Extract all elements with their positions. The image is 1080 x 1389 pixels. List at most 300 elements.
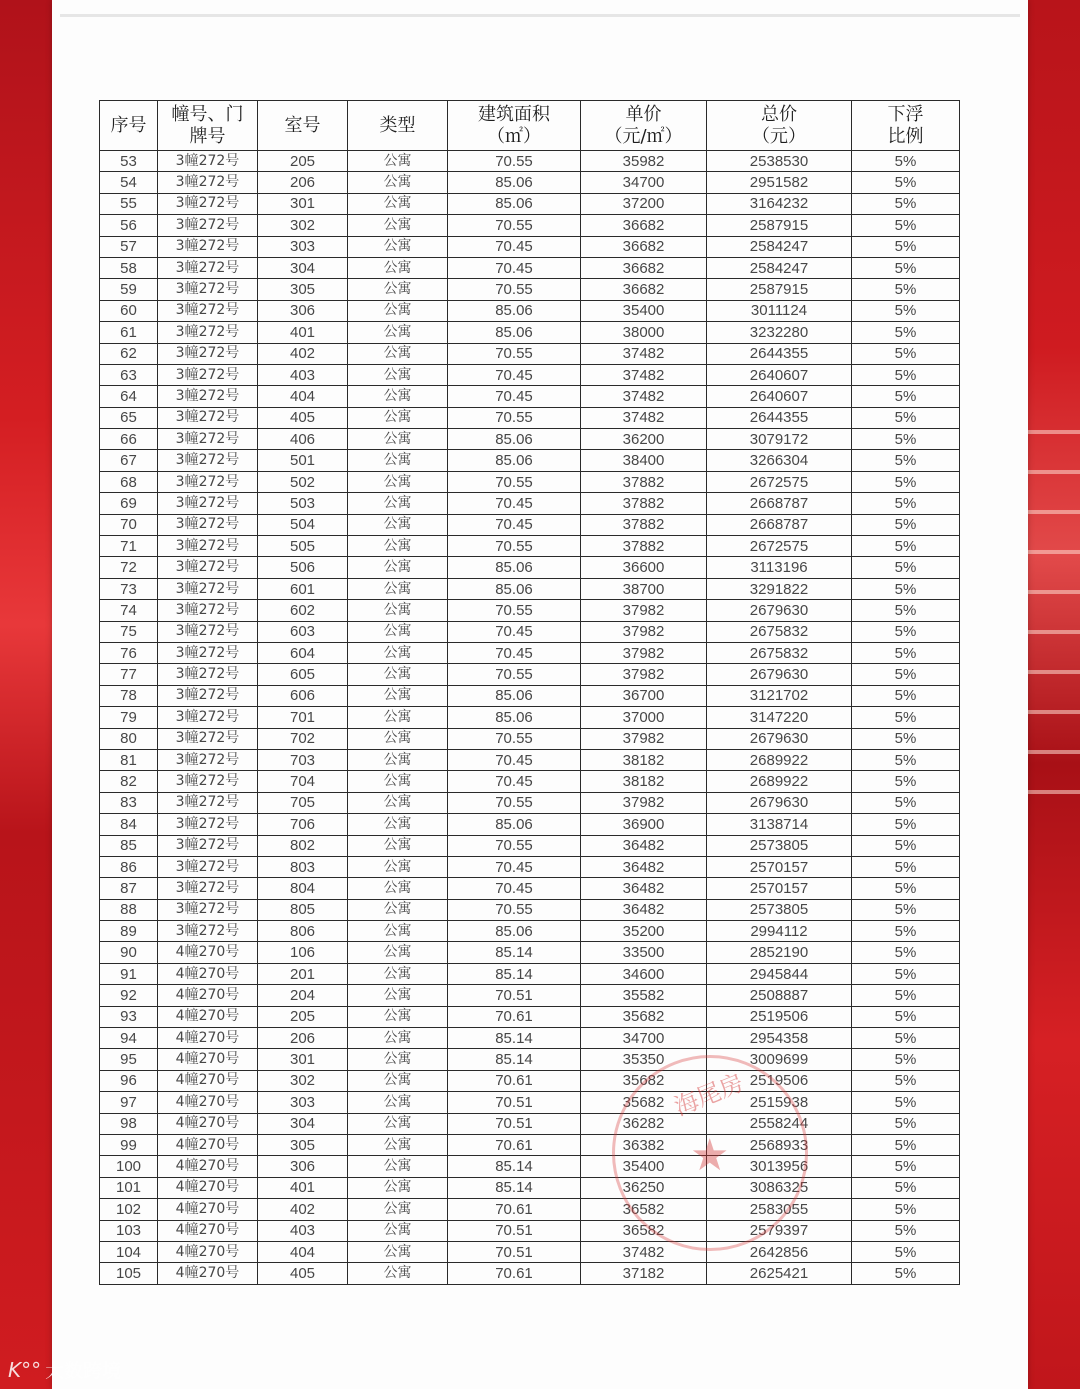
cell-unit-price: 36482 [581,856,707,877]
cell-total-price: 2515938 [707,1092,852,1113]
cell-building: 3幢272号 [158,899,258,920]
cell-total-price: 2642856 [707,1241,852,1262]
cell-area: 85.14 [448,1028,581,1049]
cell-area: 70.55 [448,536,581,557]
cell-seq: 84 [100,814,158,835]
cell-discount: 5% [852,814,960,835]
cell-seq: 64 [100,386,158,407]
cell-seq: 103 [100,1220,158,1241]
cell-seq: 96 [100,1070,158,1091]
cell-area: 85.06 [448,322,581,343]
cell-type: 公寓 [348,407,448,428]
cell-room: 602 [258,600,348,621]
cell-unit-price: 37482 [581,386,707,407]
cell-unit-price: 35200 [581,921,707,942]
cell-building: 3幢272号 [158,878,258,899]
cell-seq: 85 [100,835,158,856]
cell-unit-price: 37982 [581,621,707,642]
cell-room: 506 [258,557,348,578]
cell-area: 70.61 [448,1263,581,1284]
price-table [99,100,960,1285]
cell-type: 公寓 [348,1134,448,1155]
cell-room: 701 [258,707,348,728]
cell-area: 70.55 [448,835,581,856]
cell-total-price: 2573805 [707,835,852,856]
cell-room: 305 [258,279,348,300]
cell-type: 公寓 [348,557,448,578]
cell-type: 公寓 [348,728,448,749]
cell-seq: 98 [100,1113,158,1134]
cell-unit-price: 37882 [581,493,707,514]
cell-unit-price: 36682 [581,236,707,257]
cell-room: 703 [258,749,348,770]
cell-total-price: 2508887 [707,985,852,1006]
cell-area: 70.55 [448,215,581,236]
cell-area: 70.45 [448,514,581,535]
cell-building: 4幢270号 [158,1199,258,1220]
cell-seq: 68 [100,471,158,492]
cell-seq: 88 [100,899,158,920]
red-background-left [0,0,60,1389]
cell-unit-price: 36382 [581,1134,707,1155]
cell-room: 205 [258,1006,348,1027]
cell-type: 公寓 [348,1220,448,1241]
cell-area: 85.14 [448,1049,581,1070]
cell-seq: 58 [100,257,158,278]
cell-unit-price: 35582 [581,985,707,1006]
cell-total-price: 2644355 [707,343,852,364]
cell-total-price: 2579397 [707,1220,852,1241]
cell-room: 302 [258,215,348,236]
table-row [100,1263,960,1284]
cell-discount: 5% [852,1241,960,1262]
table-row [100,899,960,920]
cell-room: 106 [258,942,348,963]
document-page [52,0,1028,1389]
cell-area: 70.45 [448,364,581,385]
cell-discount: 5% [852,685,960,706]
header-area: 建筑面积 （㎡） [448,101,581,151]
cell-unit-price: 37882 [581,536,707,557]
cell-building: 4幢270号 [158,1070,258,1091]
cell-seq: 62 [100,343,158,364]
cell-seq: 89 [100,921,158,942]
cell-seq: 66 [100,429,158,450]
cell-room: 604 [258,642,348,663]
cell-discount: 5% [852,450,960,471]
cell-building: 3幢272号 [158,343,258,364]
cell-building: 4幢270号 [158,942,258,963]
cell-unit-price: 36582 [581,1199,707,1220]
cell-discount: 5% [852,578,960,599]
red-background-right [1020,0,1080,1389]
table-row [100,1177,960,1198]
cell-type: 公寓 [348,578,448,599]
cell-building: 3幢272号 [158,664,258,685]
table-row [100,1241,960,1262]
table-row [100,151,960,172]
cell-discount: 5% [852,279,960,300]
cell-building: 3幢272号 [158,536,258,557]
cell-unit-price: 37982 [581,664,707,685]
cell-building: 3幢272号 [158,322,258,343]
table-row [100,856,960,877]
cell-unit-price: 36600 [581,557,707,578]
cell-type: 公寓 [348,814,448,835]
cell-unit-price: 37982 [581,728,707,749]
cell-room: 402 [258,343,348,364]
cell-unit-price: 36582 [581,1220,707,1241]
cell-type: 公寓 [348,835,448,856]
cell-building: 3幢272号 [158,429,258,450]
cell-type: 公寓 [348,856,448,877]
cell-seq: 60 [100,300,158,321]
table-row [100,642,960,663]
table-row [100,1220,960,1241]
cell-type: 公寓 [348,257,448,278]
cell-discount: 5% [852,322,960,343]
cell-seq: 86 [100,856,158,877]
cell-unit-price: 37200 [581,193,707,214]
cell-seq: 73 [100,578,158,599]
cell-seq: 72 [100,557,158,578]
cell-total-price: 3266304 [707,450,852,471]
cell-type: 公寓 [348,1241,448,1262]
cell-room: 303 [258,1092,348,1113]
cell-room: 401 [258,322,348,343]
cell-type: 公寓 [348,386,448,407]
cell-total-price: 2538530 [707,151,852,172]
cell-type: 公寓 [348,364,448,385]
cell-area: 85.06 [448,685,581,706]
cell-type: 公寓 [348,1092,448,1113]
cell-area: 70.45 [448,257,581,278]
cell-total-price: 2668787 [707,493,852,514]
cell-area: 70.45 [448,386,581,407]
cell-area: 85.14 [448,1177,581,1198]
table-row [100,257,960,278]
cell-seq: 53 [100,151,158,172]
cell-seq: 90 [100,942,158,963]
cell-building: 3幢272号 [158,814,258,835]
cell-discount: 5% [852,514,960,535]
cell-total-price: 2954358 [707,1028,852,1049]
cell-area: 85.06 [448,429,581,450]
table-row [100,1006,960,1027]
cell-unit-price: 36482 [581,899,707,920]
cell-discount: 5% [852,1134,960,1155]
cell-unit-price: 36682 [581,279,707,300]
cell-discount: 5% [852,878,960,899]
table-row [100,707,960,728]
cell-total-price: 3079172 [707,429,852,450]
cell-discount: 5% [852,1113,960,1134]
table-row [100,450,960,471]
header-unit-price: 单价 （元/㎡） [581,101,707,151]
cell-building: 3幢272号 [158,728,258,749]
cell-type: 公寓 [348,429,448,450]
cell-total-price: 2679630 [707,664,852,685]
cell-building: 3幢272号 [158,642,258,663]
cell-building: 4幢270号 [158,1156,258,1177]
cell-room: 302 [258,1070,348,1091]
cell-area: 70.45 [448,856,581,877]
cell-type: 公寓 [348,514,448,535]
cell-room: 206 [258,1028,348,1049]
table-row [100,322,960,343]
cell-discount: 5% [852,1049,960,1070]
cell-building: 4幢270号 [158,1092,258,1113]
cell-total-price: 2672575 [707,471,852,492]
table-row [100,685,960,706]
cell-area: 70.51 [448,1241,581,1262]
cell-area: 70.61 [448,1134,581,1155]
cell-total-price: 2625421 [707,1263,852,1284]
cell-discount: 5% [852,471,960,492]
cell-room: 803 [258,856,348,877]
cell-total-price: 2668787 [707,514,852,535]
cell-unit-price: 38400 [581,450,707,471]
cell-discount: 5% [852,536,960,557]
cell-unit-price: 37482 [581,343,707,364]
cell-type: 公寓 [348,343,448,364]
table-row [100,279,960,300]
cell-discount: 5% [852,600,960,621]
table-row [100,621,960,642]
cell-type: 公寓 [348,963,448,984]
cell-area: 70.61 [448,1006,581,1027]
cell-unit-price: 36282 [581,1113,707,1134]
cell-total-price: 2584247 [707,236,852,257]
cell-seq: 102 [100,1199,158,1220]
cell-building: 3幢272号 [158,685,258,706]
cell-building: 3幢272号 [158,921,258,942]
watermark [8,1356,121,1383]
cell-area: 85.14 [448,963,581,984]
cell-unit-price: 37000 [581,707,707,728]
cell-discount: 5% [852,1199,960,1220]
cell-area: 70.55 [448,899,581,920]
table-row [100,749,960,770]
table-row [100,300,960,321]
cell-total-price: 2558244 [707,1113,852,1134]
cell-room: 304 [258,1113,348,1134]
cell-discount: 5% [852,856,960,877]
cell-room: 601 [258,578,348,599]
cell-seq: 71 [100,536,158,557]
cell-unit-price: 35682 [581,1092,707,1113]
cell-seq: 87 [100,878,158,899]
cell-discount: 5% [852,899,960,920]
cell-room: 501 [258,450,348,471]
cell-room: 706 [258,814,348,835]
cell-total-price: 2568933 [707,1134,852,1155]
cell-area: 70.55 [448,279,581,300]
seal-star-icon: ★ [690,1130,730,1181]
table-row [100,536,960,557]
cell-type: 公寓 [348,921,448,942]
cell-seq: 97 [100,1092,158,1113]
cell-unit-price: 37882 [581,471,707,492]
cell-building: 3幢272号 [158,493,258,514]
cell-seq: 95 [100,1049,158,1070]
cell-seq: 92 [100,985,158,1006]
cell-room: 505 [258,536,348,557]
watermark-text: 大数跨境 [45,1360,122,1382]
official-seal-text: 海尾房 [670,1068,748,1122]
cell-unit-price: 38182 [581,749,707,770]
cell-building: 3幢272号 [158,621,258,642]
table-row [100,343,960,364]
cell-discount: 5% [852,215,960,236]
cell-building: 3幢272号 [158,792,258,813]
cell-unit-price: 36482 [581,835,707,856]
table-row [100,364,960,385]
cell-seq: 101 [100,1177,158,1198]
cell-total-price: 3086325 [707,1177,852,1198]
cell-unit-price: 35982 [581,151,707,172]
cell-room: 405 [258,1263,348,1284]
cell-type: 公寓 [348,942,448,963]
table-row [100,471,960,492]
cell-discount: 5% [852,621,960,642]
cell-room: 603 [258,621,348,642]
cell-building: 3幢272号 [158,215,258,236]
cell-building: 3幢272号 [158,514,258,535]
cell-seq: 67 [100,450,158,471]
cell-total-price: 2689922 [707,771,852,792]
cell-building: 3幢272号 [158,364,258,385]
cell-building: 4幢270号 [158,1177,258,1198]
cell-seq: 54 [100,172,158,193]
table-row [100,1113,960,1134]
cell-type: 公寓 [348,1006,448,1027]
cell-type: 公寓 [348,642,448,663]
cell-unit-price: 37982 [581,600,707,621]
header-room: 室号 [258,101,348,151]
watermark-logo-icon: K°° [8,1358,42,1382]
cell-unit-price: 36900 [581,814,707,835]
cell-discount: 5% [852,749,960,770]
table-row [100,514,960,535]
cell-discount: 5% [852,707,960,728]
cell-unit-price: 36700 [581,685,707,706]
cell-building: 3幢272号 [158,749,258,770]
cell-discount: 5% [852,1028,960,1049]
cell-type: 公寓 [348,1049,448,1070]
cell-building: 3幢272号 [158,172,258,193]
cell-total-price: 2852190 [707,942,852,963]
cell-total-price: 2675832 [707,642,852,663]
cell-total-price: 2679630 [707,600,852,621]
cell-discount: 5% [852,1220,960,1241]
cell-room: 805 [258,899,348,920]
table-row [100,172,960,193]
cell-total-price: 2951582 [707,172,852,193]
cell-room: 806 [258,921,348,942]
cell-building: 3幢272号 [158,600,258,621]
cell-room: 502 [258,471,348,492]
table-row [100,835,960,856]
cell-type: 公寓 [348,279,448,300]
cell-room: 405 [258,407,348,428]
header-seq: 序号 [100,101,158,151]
cell-area: 70.51 [448,1220,581,1241]
cell-total-price: 3009699 [707,1049,852,1070]
cell-seq: 78 [100,685,158,706]
cell-area: 70.55 [448,343,581,364]
table-row [100,942,960,963]
cell-type: 公寓 [348,1113,448,1134]
cell-area: 70.45 [448,621,581,642]
cell-seq: 69 [100,493,158,514]
table-row [100,578,960,599]
table-row [100,215,960,236]
cell-seq: 57 [100,236,158,257]
cell-room: 406 [258,429,348,450]
cell-type: 公寓 [348,450,448,471]
cell-type: 公寓 [348,899,448,920]
table-row [100,792,960,813]
cell-room: 204 [258,985,348,1006]
header-total-price: 总价 （元） [707,101,852,151]
cell-total-price: 3164232 [707,193,852,214]
cell-building: 3幢272号 [158,407,258,428]
cell-building: 3幢272号 [158,835,258,856]
cell-building: 3幢272号 [158,707,258,728]
cell-area: 85.06 [448,707,581,728]
cell-discount: 5% [852,942,960,963]
cell-type: 公寓 [348,985,448,1006]
cell-seq: 80 [100,728,158,749]
cell-building: 4幢270号 [158,1028,258,1049]
cell-area: 70.55 [448,600,581,621]
cell-total-price: 2573805 [707,899,852,920]
cell-seq: 82 [100,771,158,792]
cell-room: 303 [258,236,348,257]
cell-seq: 74 [100,600,158,621]
cell-discount: 5% [852,364,960,385]
cell-room: 503 [258,493,348,514]
cell-type: 公寓 [348,151,448,172]
cell-area: 70.55 [448,792,581,813]
table-row [100,1028,960,1049]
cell-building: 3幢272号 [158,257,258,278]
cell-discount: 5% [852,236,960,257]
cell-building: 3幢272号 [158,450,258,471]
cell-discount: 5% [852,407,960,428]
cell-discount: 5% [852,172,960,193]
cell-room: 403 [258,364,348,385]
cell-seq: 56 [100,215,158,236]
cell-area: 70.55 [448,151,581,172]
table-row [100,236,960,257]
cell-total-price: 2587915 [707,279,852,300]
cell-seq: 77 [100,664,158,685]
cell-seq: 104 [100,1241,158,1262]
cell-type: 公寓 [348,685,448,706]
cell-room: 605 [258,664,348,685]
cell-discount: 5% [852,1070,960,1091]
cell-area: 85.14 [448,1156,581,1177]
cell-discount: 5% [852,300,960,321]
cell-type: 公寓 [348,493,448,514]
cell-total-price: 3011124 [707,300,852,321]
cell-type: 公寓 [348,1263,448,1284]
cell-discount: 5% [852,557,960,578]
cell-seq: 61 [100,322,158,343]
cell-total-price: 2945844 [707,963,852,984]
